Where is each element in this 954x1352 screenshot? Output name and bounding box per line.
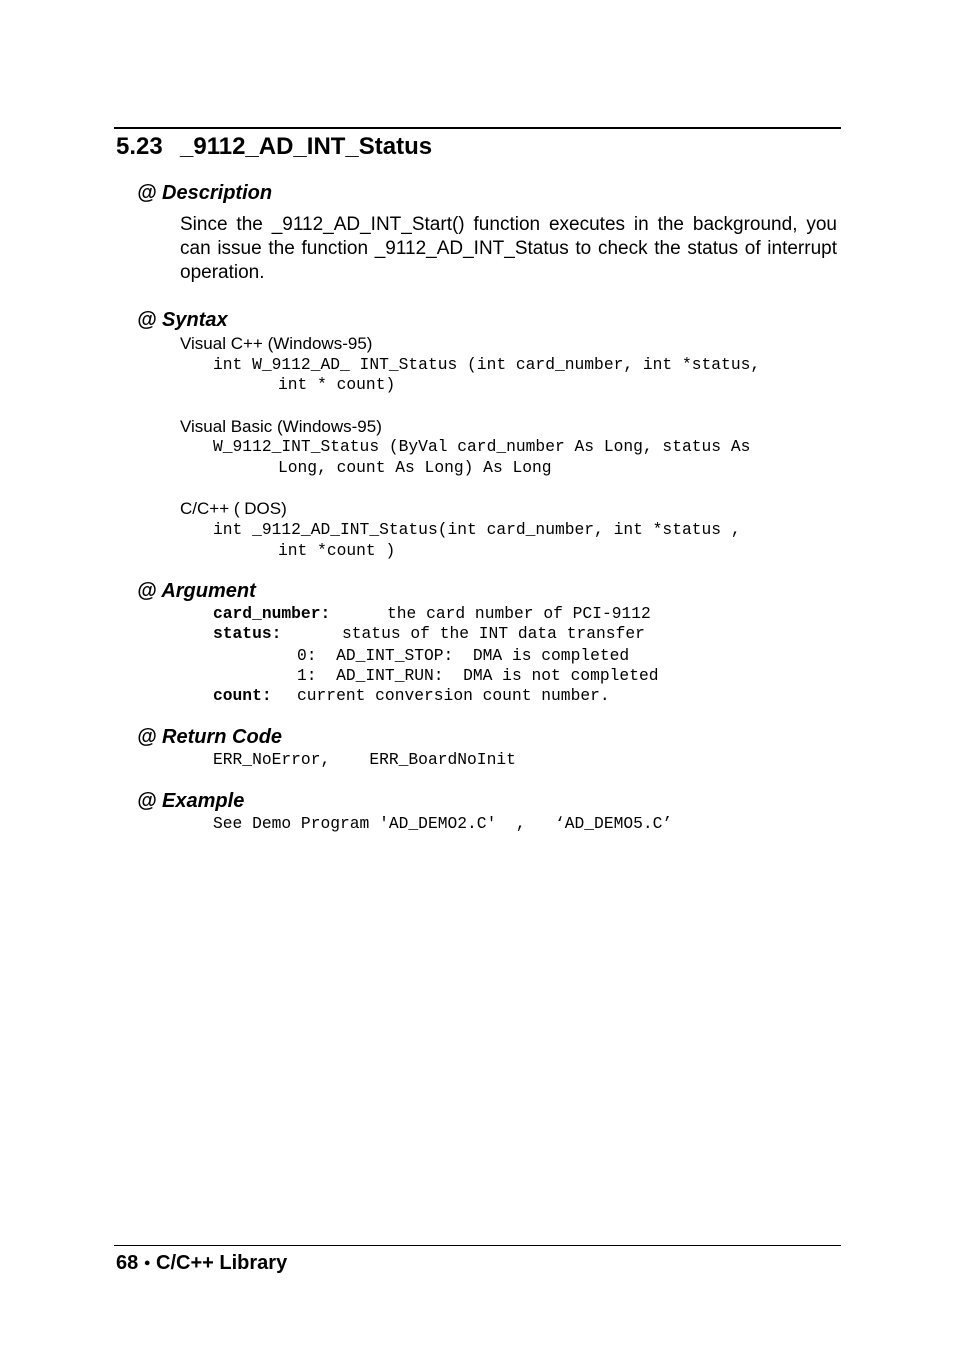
section-number: 5.23	[116, 133, 163, 160]
syntax-dos-label: C/C++ ( DOS)	[180, 499, 287, 518]
syntax-vb-line1: W_9112_INT_Status (ByVal card_number As Long, status As	[213, 437, 751, 456]
header-rule	[114, 127, 841, 129]
arg-status-option-1: 1: AD_INT_RUN: DMA is not completed	[297, 666, 659, 685]
syntax-dos-line1: int _9112_AD_INT_Status(int card_number, int *status ,	[213, 520, 741, 539]
syntax-vb-label: Visual Basic (Windows-95)	[180, 417, 382, 436]
arg-count-name: count:	[213, 686, 272, 705]
example-text: See Demo Program 'AD_DEMO2.C' , ‘AD_DEMO5.C’	[213, 814, 673, 833]
footer-title: C/C++ Library	[156, 1252, 288, 1274]
arg-count-desc: current conversion count number.	[297, 686, 610, 705]
bullet-icon: ●	[143, 1256, 151, 1269]
arg-status-desc: status of the INT data transfer	[342, 624, 645, 643]
syntax-vb-line2: Long, count As Long) As Long	[278, 458, 552, 477]
example-heading: @ Example	[137, 790, 245, 812]
section-title: _9112_AD_INT_Status	[180, 133, 433, 160]
syntax-dos-line2: int *count )	[278, 541, 396, 560]
arg-status-option-0: 0: AD_INT_STOP: DMA is completed	[297, 646, 630, 665]
arg-status-name: status:	[213, 624, 282, 643]
argument-heading: @ Argument	[137, 580, 256, 602]
description-heading: @ Description	[137, 182, 273, 204]
section-heading	[116, 132, 432, 162]
syntax-vc-line1: int W_9112_AD_ INT_Status (int card_number, int *status,	[213, 355, 761, 374]
return-code-text: ERR_NoError, ERR_BoardNoInit	[213, 750, 516, 769]
arg-card-number-name: card_number:	[213, 604, 331, 623]
return-code-heading: @ Return Code	[137, 726, 283, 748]
page-number: 68	[116, 1252, 139, 1274]
footer-rule	[114, 1245, 841, 1246]
syntax-vc-label: Visual C++ (Windows-95)	[180, 334, 373, 353]
description-text: Since the _9112_AD_INT_Start() function executes in the background, you can issue the function _9112_AD_INT_Status to check the status of interrupt operation.	[180, 214, 837, 283]
arg-card-number-desc: the card number of PCI-9112	[387, 604, 651, 623]
syntax-heading: @ Syntax	[137, 309, 228, 331]
syntax-vc-line2: int * count)	[278, 375, 396, 394]
page-footer	[116, 1251, 287, 1276]
